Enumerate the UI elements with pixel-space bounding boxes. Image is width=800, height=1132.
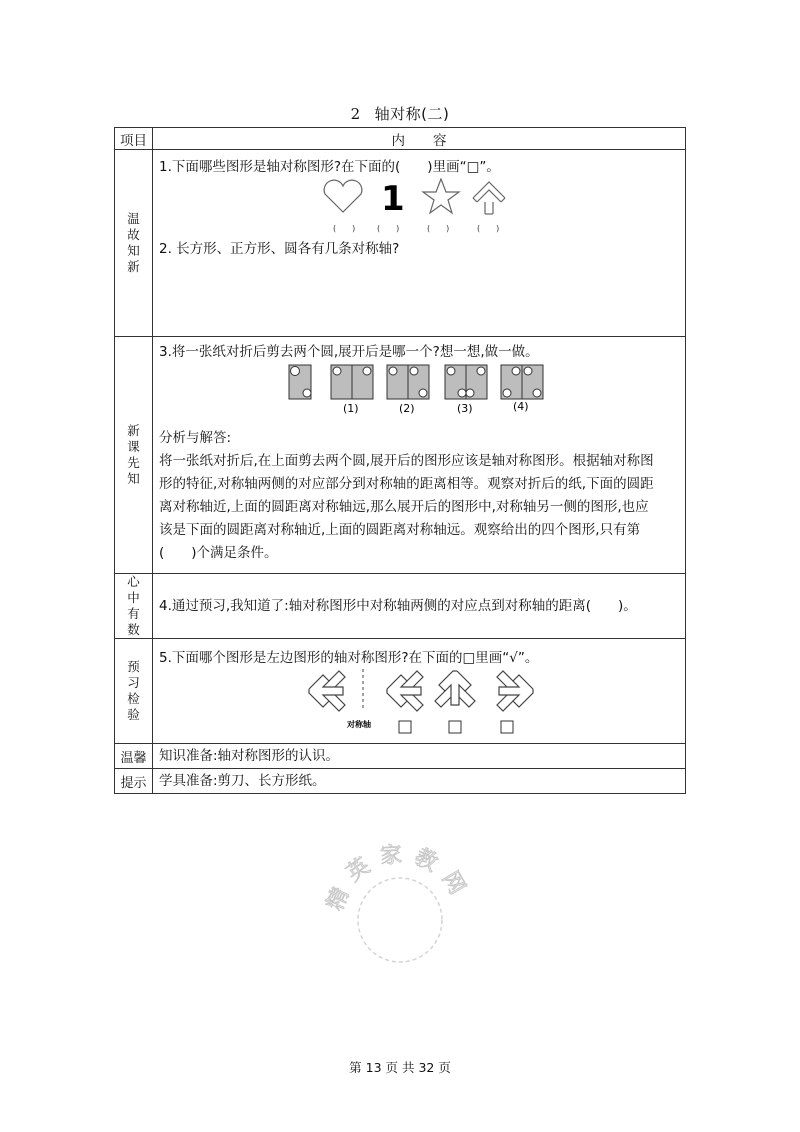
question-2: 2. 长方形、正方形、圆各有几条对称轴?: [159, 241, 400, 257]
heart-icon: [324, 180, 362, 212]
paren-2: ( ): [377, 224, 400, 233]
mind-label-cell: [115, 574, 153, 639]
check-row: [115, 639, 686, 744]
option-1: [331, 365, 373, 399]
answer-box-1[interactable]: [399, 721, 411, 733]
analysis-line-5: ( )个满足条件。: [159, 545, 278, 561]
tips-content-2: [153, 769, 686, 794]
mind-content: [153, 574, 686, 639]
analysis-line-2: 形的特征,对称轴两侧的对应部分到对称轴的距离相等。观察对折后的纸,下面的圆距: [159, 476, 654, 492]
question-4: 4.通过预习,我知道了:轴对称图形中对称轴两侧的对应点到对称轴的距离( )。: [159, 598, 637, 614]
tips-content-1: [153, 744, 686, 769]
tips-label-1: 温馨: [115, 744, 153, 769]
mind-label: 心中有数: [127, 574, 140, 637]
q1-shapes: [321, 178, 541, 238]
header-row: [115, 128, 686, 150]
new-label-cell: [115, 337, 153, 574]
paren-1: ( ): [333, 224, 356, 233]
option-3: [445, 365, 487, 399]
check-label: 预习检验: [127, 659, 140, 722]
option-4: [501, 365, 543, 399]
lesson-table: [114, 127, 686, 794]
header-content: 内容: [153, 128, 686, 150]
axis-label: 对称轴: [347, 720, 371, 729]
choice-arrow-2: [435, 671, 475, 707]
arrow-figures: [303, 669, 563, 739]
tips-row-1: [115, 744, 686, 769]
digit-one: 1: [381, 179, 405, 219]
original-arrow-icon: [309, 671, 345, 711]
option-label-4: (4): [513, 400, 529, 413]
review-content: [153, 150, 686, 337]
review-label: 温故知新: [127, 211, 140, 274]
check-content: [153, 639, 686, 744]
section-title: 轴对称(二): [374, 105, 450, 123]
tips-line-2: 学具准备:剪刀、长方形纸。: [159, 773, 326, 789]
watermark-seal: [320, 840, 480, 1000]
analysis-line-4: 该是下面的圆距离对称轴近,上面的圆距离对称轴远。观察给出的四个图形,只有第: [159, 522, 641, 538]
answer-box-3[interactable]: [501, 721, 513, 733]
tips-line-1: 知识准备:轴对称图形的认识。: [159, 748, 340, 764]
choice-arrow-1: [387, 671, 423, 711]
new-row: [115, 337, 686, 574]
review-row: [115, 150, 686, 337]
tree-arrow-icon: [473, 182, 505, 214]
folded-paper: [289, 365, 311, 399]
header-item: 项目: [115, 128, 153, 150]
option-label-1: (1): [343, 402, 359, 415]
option-2: [387, 365, 429, 399]
section-number: 2: [350, 105, 361, 123]
question-5: 5.下面哪个图形是左边图形的轴对称图形?在下面的□里画“√”。: [159, 650, 539, 666]
review-label-cell: [115, 150, 153, 337]
choice-arrow-3: [497, 671, 533, 711]
question-3: 3.将一张纸对折后剪去两个圆,展开后是哪一个?想一想,做一做。: [159, 344, 539, 360]
analysis-line-3: 离对称轴近,上面的圆距离对称轴远,那么展开后的图形中,对称轴另一侧的图形,也应: [159, 499, 649, 515]
page-footer: 第 13 页 共 32 页: [349, 1060, 451, 1075]
analysis-title: 分析与解答:: [159, 430, 232, 446]
question-1: 1.下面哪些图形是轴对称图形?在下面的( )里画“□”。: [159, 159, 500, 175]
paren-4: ( ): [477, 224, 500, 233]
new-label: 新课先知: [127, 423, 140, 486]
watermark-text: 精英家教网: [322, 842, 475, 915]
mind-row: [115, 574, 686, 639]
page-title: [0, 103, 800, 124]
analysis-line-1: 将一张纸对折后,在上面剪去两个圆,展开后的图形应该是轴对称图形。根据轴对称图: [159, 453, 654, 469]
star-icon: [423, 179, 459, 213]
option-label-2: (2): [399, 402, 415, 415]
new-content: [153, 337, 686, 574]
check-label-cell: [115, 639, 153, 744]
paren-3: ( ): [427, 224, 450, 233]
fold-options: [287, 363, 567, 417]
tips-label-2: 提示: [115, 769, 153, 794]
option-label-3: (3): [457, 402, 473, 415]
answer-box-2[interactable]: [449, 721, 461, 733]
tips-row-2: [115, 769, 686, 794]
